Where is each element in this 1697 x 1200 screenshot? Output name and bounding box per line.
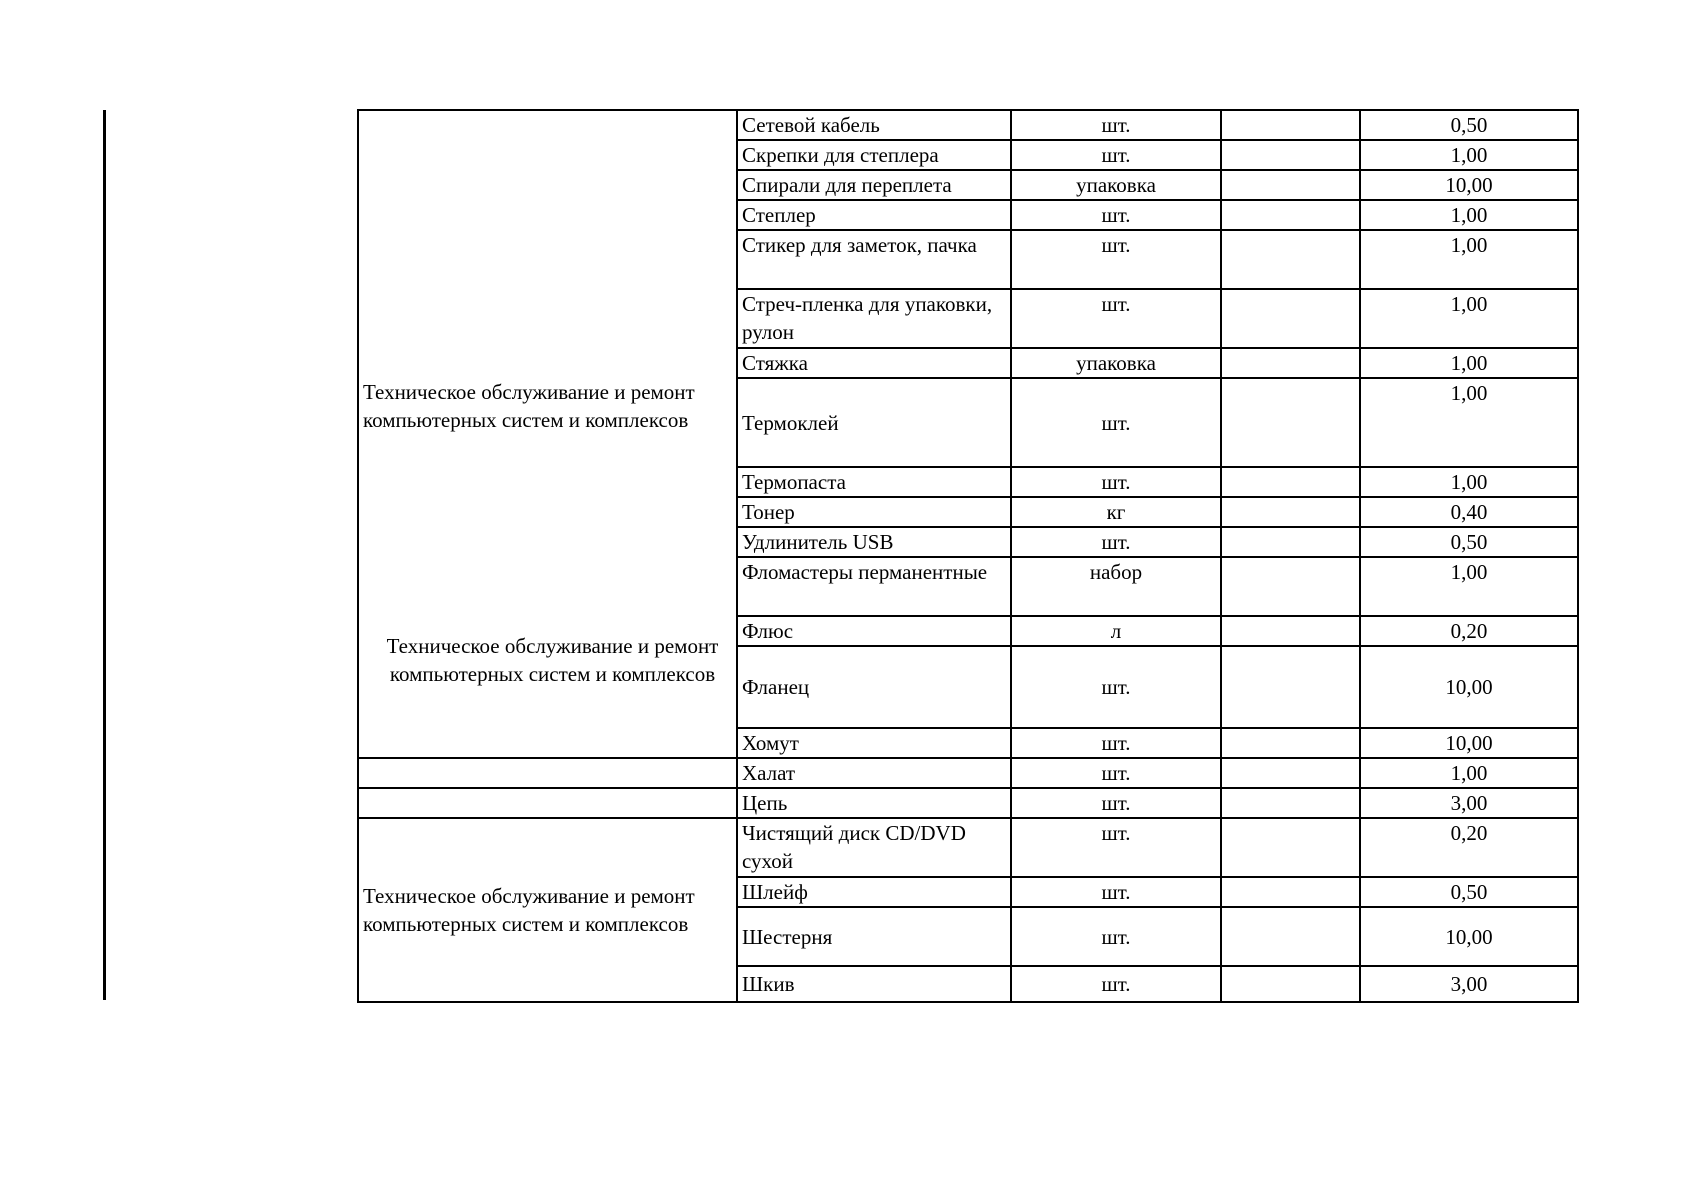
left-margin-rule xyxy=(103,110,106,1000)
empty-cell xyxy=(1221,230,1360,289)
item-qty: 1,00 xyxy=(1360,758,1578,788)
section-cell xyxy=(358,818,737,1002)
empty-cell xyxy=(1221,818,1360,877)
item-qty: 1,00 xyxy=(1360,467,1578,497)
empty-cell xyxy=(1221,728,1360,758)
item-qty: 0,40 xyxy=(1360,497,1578,527)
item-name: Хомут xyxy=(737,728,1011,758)
item-name: Шестерня xyxy=(737,907,1011,966)
item-name: Стикер для заметок, пачка xyxy=(737,230,1011,289)
section-label: Техническое обслуживание и ремонт компьютерных систем и комплексов xyxy=(363,380,695,432)
item-name: Скрепки для степлера xyxy=(737,140,1011,170)
empty-cell xyxy=(1221,110,1360,140)
item-qty: 10,00 xyxy=(1360,728,1578,758)
item-unit: шт. xyxy=(1011,877,1221,907)
item-qty: 0,50 xyxy=(1360,110,1578,140)
item-unit: шт. xyxy=(1011,966,1221,1002)
item-qty: 3,00 xyxy=(1360,788,1578,818)
item-name: Флюс xyxy=(737,616,1011,646)
section-cell xyxy=(358,110,737,758)
item-unit: шт. xyxy=(1011,110,1221,140)
empty-cell xyxy=(1221,170,1360,200)
item-qty: 10,00 xyxy=(1360,170,1578,200)
item-name: Фланец xyxy=(737,646,1011,728)
item-qty: 1,00 xyxy=(1360,140,1578,170)
empty-cell xyxy=(1221,378,1360,467)
empty-cell xyxy=(1221,467,1360,497)
item-unit: шт. xyxy=(1011,230,1221,289)
item-name: Цепь xyxy=(737,788,1011,818)
item-qty: 1,00 xyxy=(1360,289,1578,348)
item-name: Стяжка xyxy=(737,348,1011,378)
item-unit: упаковка xyxy=(1011,348,1221,378)
empty-cell xyxy=(1221,200,1360,230)
empty-cell xyxy=(1221,289,1360,348)
item-qty: 1,00 xyxy=(1360,200,1578,230)
item-name: Чистящий диск CD/DVD сухой xyxy=(737,818,1011,877)
item-qty: 1,00 xyxy=(1360,348,1578,378)
item-name: Халат xyxy=(737,758,1011,788)
item-unit: шт. xyxy=(1011,646,1221,728)
item-name: Сетевой кабель xyxy=(737,110,1011,140)
item-name: Термоклей xyxy=(737,378,1011,467)
item-qty: 1,00 xyxy=(1360,557,1578,616)
item-qty: 10,00 xyxy=(1360,646,1578,728)
table-row xyxy=(358,110,1578,140)
table-row xyxy=(358,758,1578,788)
section-label: Техническое обслуживание и ремонт компьютерных систем и комплексов xyxy=(363,884,695,936)
item-qty: 1,00 xyxy=(1360,230,1578,289)
item-unit: шт. xyxy=(1011,289,1221,348)
empty-cell xyxy=(1221,140,1360,170)
materials-table xyxy=(357,109,1579,1003)
empty-cell xyxy=(1221,966,1360,1002)
empty-cell xyxy=(1221,497,1360,527)
item-name: Термопаста xyxy=(737,467,1011,497)
empty-cell xyxy=(1221,907,1360,966)
empty-section-cell xyxy=(358,788,737,818)
empty-cell xyxy=(1221,557,1360,616)
item-qty: 0,20 xyxy=(1360,616,1578,646)
item-unit: шт. xyxy=(1011,378,1221,467)
empty-cell xyxy=(1221,758,1360,788)
item-name: Удлинитель USB xyxy=(737,527,1011,557)
item-name: Степлер xyxy=(737,200,1011,230)
item-unit: шт. xyxy=(1011,907,1221,966)
item-unit: набор xyxy=(1011,557,1221,616)
item-qty: 3,00 xyxy=(1360,966,1578,1002)
empty-cell xyxy=(1221,348,1360,378)
table-row xyxy=(358,818,1578,877)
item-qty: 1,00 xyxy=(1360,378,1578,467)
item-qty: 0,20 xyxy=(1360,818,1578,877)
item-unit: упаковка xyxy=(1011,170,1221,200)
item-unit: шт. xyxy=(1011,758,1221,788)
item-unit: кг xyxy=(1011,497,1221,527)
item-unit: шт. xyxy=(1011,788,1221,818)
item-unit: шт. xyxy=(1011,467,1221,497)
item-name: Шкив xyxy=(737,966,1011,1002)
item-name: Фломастеры перманентные xyxy=(737,557,1011,616)
section-label: Техническое обслуживание и ремонт компьютерных систем и комплексов xyxy=(386,634,719,686)
empty-cell xyxy=(1221,646,1360,728)
materials-table-wrap xyxy=(357,109,1579,1003)
item-unit: шт. xyxy=(1011,818,1221,877)
item-qty: 0,50 xyxy=(1360,877,1578,907)
item-unit: л xyxy=(1011,616,1221,646)
item-unit: шт. xyxy=(1011,200,1221,230)
empty-section-cell xyxy=(358,758,737,788)
item-unit: шт. xyxy=(1011,527,1221,557)
item-unit: шт. xyxy=(1011,140,1221,170)
item-name: Стреч-пленка для упаковки, рулон xyxy=(737,289,1011,348)
item-name: Тонер xyxy=(737,497,1011,527)
empty-cell xyxy=(1221,788,1360,818)
empty-cell xyxy=(1221,616,1360,646)
empty-cell xyxy=(1221,527,1360,557)
item-name: Спирали для переплета xyxy=(737,170,1011,200)
item-qty: 0,50 xyxy=(1360,527,1578,557)
empty-cell xyxy=(1221,877,1360,907)
item-unit: шт. xyxy=(1011,728,1221,758)
table-row xyxy=(358,788,1578,818)
item-qty: 10,00 xyxy=(1360,907,1578,966)
item-name: Шлейф xyxy=(737,877,1011,907)
